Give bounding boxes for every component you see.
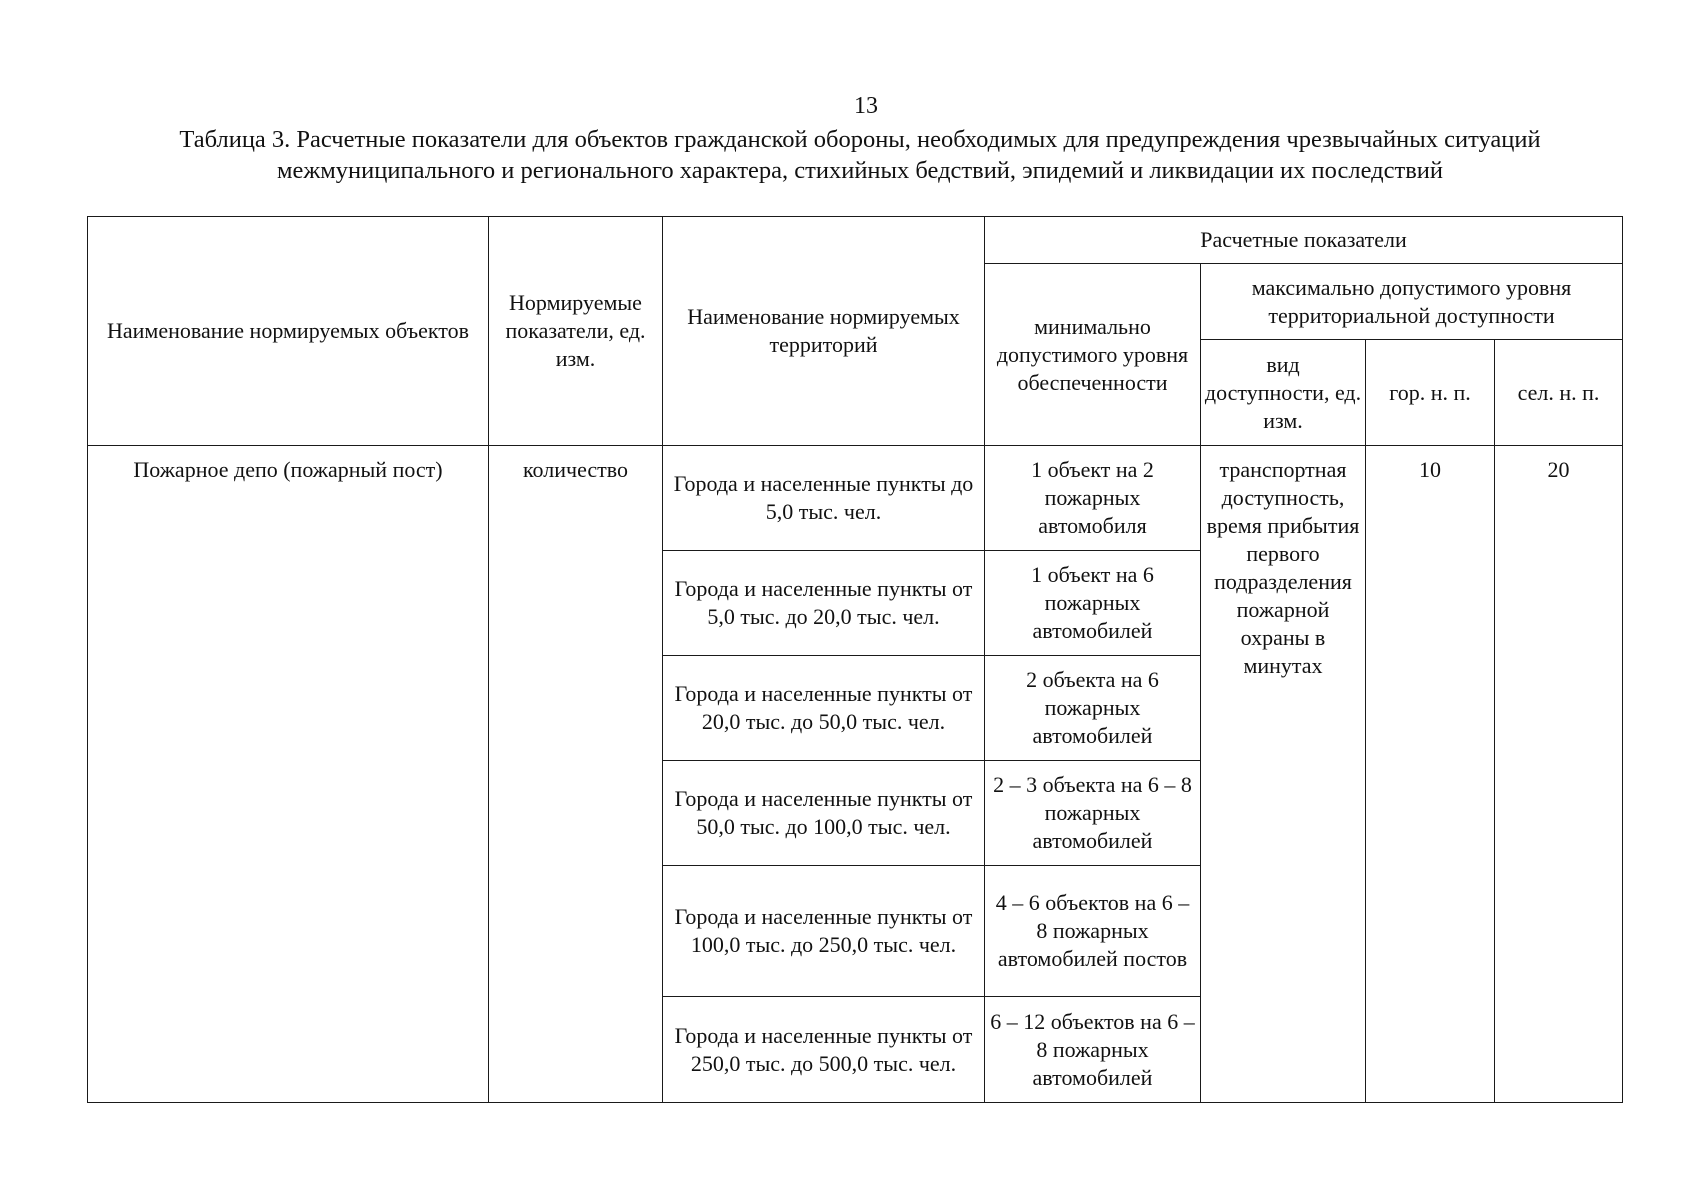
min-level-cell: 4 – 6 объектов на 6 – 8 пожарных автомобилей постов: [985, 866, 1201, 997]
access-type-cell: транспортная доступность, время прибытия первого подразделения пожарной охраны в минутах: [1201, 446, 1366, 1103]
table-caption: Таблица 3. Расчетные показатели для объектов гражданской обороны, необходимых для предупреждения чрезвычайных ситуаций межмуниципального и регионального характера, стихийных бедствий, эпидемий и ликвидации их последствий: [179, 126, 1541, 184]
min-level-cell: 2 – 3 объекта на 6 – 8 пожарных автомобилей: [985, 761, 1201, 866]
header-rural: сел. н. п.: [1495, 340, 1623, 446]
territory-cell: Города и населенные пункты до 5,0 тыс. чел.: [663, 446, 985, 551]
object-cell: Пожарное депо (пожарный пост): [88, 446, 489, 1103]
territory-cell: Города и населенные пункты от 250,0 тыс. до 500,0 тыс. чел.: [663, 997, 985, 1103]
min-level-cell: 1 объект на 2 пожарных автомобиля: [985, 446, 1201, 551]
indicators-table: [87, 216, 1623, 1103]
min-level-cell: 6 – 12 объектов на 6 – 8 пожарных автомобилей: [985, 997, 1201, 1103]
header-territory-name: Наименование нормируемых территорий: [663, 217, 985, 446]
territory-cell: Города и населенные пункты от 100,0 тыс. до 250,0 тыс. чел.: [663, 866, 985, 997]
min-level-cell: 2 объекта на 6 пожарных автомобилей: [985, 656, 1201, 761]
territory-cell: Города и населенные пункты от 20,0 тыс. до 50,0 тыс. чел.: [663, 656, 985, 761]
page-number: 13: [854, 93, 878, 119]
territory-cell: Города и населенные пункты от 50,0 тыс. до 100,0 тыс. чел.: [663, 761, 985, 866]
header-object-name: Наименование нормируемых объектов: [88, 217, 489, 446]
territory-cell: Города и населенные пункты от 5,0 тыс. до 20,0 тыс. чел.: [663, 551, 985, 656]
indicator-cell: количество: [489, 446, 663, 1103]
header-max-level: максимально допустимого уровня территориальной доступности: [1201, 264, 1623, 340]
urban-value-cell: 10: [1366, 446, 1495, 1103]
rural-value-cell: 20: [1495, 446, 1623, 1103]
header-indicators: Нормируемые показатели, ед. изм.: [489, 217, 663, 446]
header-calc-indicators: Расчетные показатели: [985, 217, 1623, 264]
header-min-level: минимально допустимого уровня обеспеченности: [985, 264, 1201, 446]
header-urban: гор. н. п.: [1366, 340, 1495, 446]
header-access-type: вид доступности, ед. изм.: [1201, 340, 1366, 446]
table-row: [88, 446, 1623, 551]
min-level-cell: 1 объект на 6 пожарных автомобилей: [985, 551, 1201, 656]
